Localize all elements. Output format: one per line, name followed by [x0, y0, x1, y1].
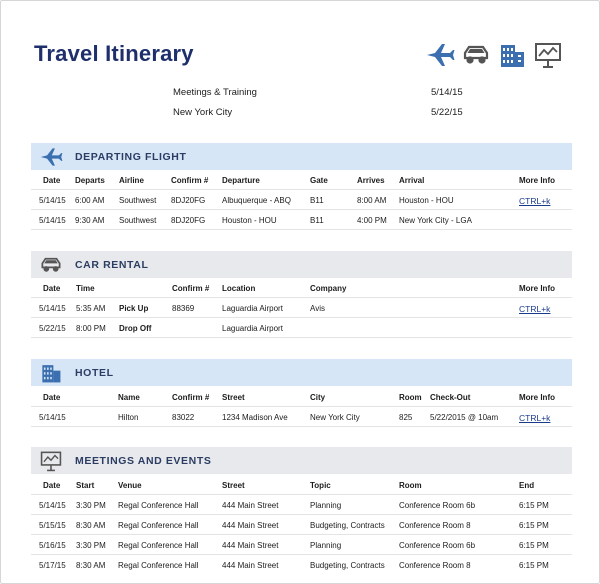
hotel-section-title: HOTEL [75, 366, 114, 379]
flight-section-header [31, 143, 572, 170]
table-cell: 6:15 PM [519, 501, 549, 510]
car-section-header [31, 251, 572, 278]
table-cell: 8DJ20FG [171, 196, 206, 205]
table-cell: Conference Room 8 [399, 561, 471, 570]
destination-value: New York City [173, 107, 233, 118]
table-cell: 5/22/15 [39, 324, 66, 333]
column-header: End [519, 481, 535, 490]
column-header: Confirm # [172, 284, 210, 293]
table-row [31, 407, 572, 427]
table-cell: 6:15 PM [519, 561, 549, 570]
flight-table [31, 171, 572, 230]
table-row [31, 495, 572, 515]
table-row [31, 515, 572, 535]
column-header: Topic [310, 481, 331, 490]
table-cell: 8DJ20FG [171, 216, 206, 225]
page-title: Travel Itinerary [34, 41, 194, 66]
column-header: Room [399, 481, 422, 490]
table-row [31, 535, 572, 555]
table-cell: Pick Up [119, 304, 149, 313]
table-row [31, 190, 572, 210]
column-header: Street [222, 481, 245, 490]
table-cell: 83022 [172, 413, 195, 422]
table-row [31, 210, 572, 230]
table-header-row [31, 171, 572, 190]
table-cell: 444 Main Street [222, 561, 279, 570]
table-cell: Planning [310, 541, 342, 550]
table-cell: Regal Conference Hall [118, 521, 199, 530]
building-icon [497, 41, 527, 69]
column-header: Departs [75, 176, 105, 185]
table-header-row [31, 388, 572, 407]
more-info-link[interactable]: CTRL+k [519, 196, 551, 206]
table-row [31, 318, 572, 338]
table-cell: Budgeting, Contracts [310, 521, 385, 530]
table-cell: Budgeting, Contracts [310, 561, 385, 570]
table-cell: Regal Conference Hall [118, 541, 199, 550]
table-cell: Regal Conference Hall [118, 501, 199, 510]
hotel-section-header [31, 359, 572, 386]
column-header: Date [43, 481, 61, 490]
car-section-title: CAR RENTAL [75, 258, 149, 271]
column-header: More Info [519, 393, 555, 402]
column-header: Name [118, 393, 140, 402]
table-cell: Conference Room 6b [399, 501, 476, 510]
top-icon-bar [425, 41, 563, 69]
column-header: Gate [310, 176, 328, 185]
table-cell: Houston - HOU [222, 216, 277, 225]
column-header: More Info [519, 284, 555, 293]
table-cell: Regal Conference Hall [118, 561, 199, 570]
building-icon [38, 362, 64, 384]
table-cell: 444 Main Street [222, 501, 279, 510]
table-cell: 3:30 PM [76, 541, 106, 550]
table-cell: 5/14/15 [39, 216, 66, 225]
table-cell: 88369 [172, 304, 195, 313]
column-header: Confirm # [171, 176, 209, 185]
airplane-icon [425, 41, 455, 69]
column-header: Airline [119, 176, 144, 185]
column-header: Check-Out [430, 393, 471, 402]
column-header: Date [43, 176, 61, 185]
table-cell: Planning [310, 501, 342, 510]
meetings-section-header [31, 447, 572, 474]
table-cell: Conference Room 8 [399, 521, 471, 530]
table-cell: B11 [310, 216, 324, 225]
table-cell: 6:15 PM [519, 521, 549, 530]
table-cell: 8:00 AM [357, 196, 387, 205]
column-header: Arrives [357, 176, 385, 185]
table-cell: 3:30 PM [76, 501, 106, 510]
table-cell: Laguardia Airport [222, 324, 283, 333]
table-cell: 5/16/15 [39, 541, 66, 550]
more-info-link[interactable]: CTRL+k [519, 304, 551, 314]
table-cell: 6:15 PM [519, 541, 549, 550]
more-info-link[interactable]: CTRL+k [519, 413, 551, 423]
table-cell: 5/17/15 [39, 561, 66, 570]
presentation-icon [533, 41, 563, 69]
trip-end-value: 5/22/15 [431, 107, 463, 118]
column-header: Date [43, 284, 61, 293]
table-header-row [31, 279, 572, 298]
table-cell: 1234 Madison Ave [222, 413, 288, 422]
table-cell: New York City - LGA [399, 216, 472, 225]
table-cell: 8:00 PM [76, 324, 106, 333]
table-cell: 5/14/15 [39, 413, 66, 422]
table-cell: 444 Main Street [222, 521, 279, 530]
flight-section-title: DEPARTING FLIGHT [75, 150, 187, 163]
table-cell: Drop Off [119, 324, 152, 333]
column-header: Street [222, 393, 245, 402]
table-header-row [31, 476, 572, 495]
table-cell: 5/14/15 [39, 196, 66, 205]
column-header: Departure [222, 176, 260, 185]
column-header: Date [43, 393, 61, 402]
car-icon [38, 254, 64, 276]
table-cell: B11 [310, 196, 324, 205]
table-cell: Avis [310, 304, 325, 313]
table-cell: Southwest [119, 196, 157, 205]
table-cell: 5/15/15 [39, 521, 66, 530]
table-cell: Conference Room 6b [399, 541, 476, 550]
table-cell: Albuquerque - ABQ [222, 196, 291, 205]
purpose-value: Meetings & Training [173, 87, 257, 98]
column-header: Confirm # [172, 393, 210, 402]
table-cell: 6:00 AM [75, 196, 105, 205]
table-cell: 825 [399, 413, 413, 422]
car-icon [461, 41, 491, 69]
column-header: Time [76, 284, 95, 293]
table-row [31, 555, 572, 575]
table-cell: Laguardia Airport [222, 304, 283, 313]
table-cell: 4:00 PM [357, 216, 387, 225]
table-cell: Houston - HOU [399, 196, 454, 205]
table-cell: 8:30 AM [76, 521, 106, 530]
table-cell: 5:35 AM [76, 304, 106, 313]
column-header: Venue [118, 481, 142, 490]
presentation-icon [38, 450, 64, 472]
column-header: Start [76, 481, 95, 490]
table-cell: New York City [310, 413, 360, 422]
table-cell: 5/14/15 [39, 304, 66, 313]
table-row [31, 298, 572, 318]
table-cell: 9:30 AM [75, 216, 105, 225]
hotel-table [31, 388, 572, 427]
trip-start-value: 5/14/15 [431, 87, 463, 98]
column-header: Company [310, 284, 347, 293]
table-cell: 444 Main Street [222, 541, 279, 550]
column-header: More Info [519, 176, 555, 185]
table-cell: 5/14/15 [39, 501, 66, 510]
meetings-table [31, 476, 572, 575]
column-header: Room [399, 393, 422, 402]
table-cell: Hilton [118, 413, 139, 422]
column-header: City [310, 393, 326, 402]
meetings-section-title: MEETINGS AND EVENTS [75, 454, 212, 467]
car-table [31, 279, 572, 338]
column-header: Arrival [399, 176, 425, 185]
column-header: Location [222, 284, 256, 293]
table-cell: 5/22/2015 @ 10am [430, 413, 499, 422]
airplane-icon [38, 146, 64, 168]
table-cell: Southwest [119, 216, 157, 225]
table-cell: 8:30 AM [76, 561, 106, 570]
